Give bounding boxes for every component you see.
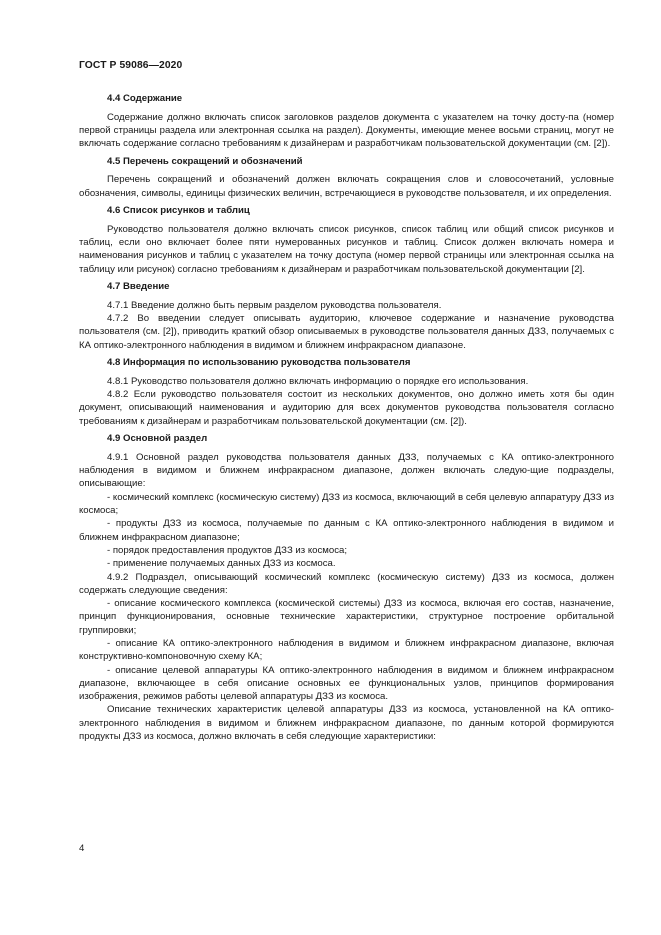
section-title: 4.5 Перечень сокращений и обозначений: [107, 155, 303, 167]
paragraph: 4.7.1 Введение должно быть первым разделом руководства пользователя.: [107, 299, 442, 311]
paragraph: Перечень сокращений и обозначений должен включать сокращения слов и словосочетаний, условные обозначения, символы, единицы физических величин, встречающиеся в руководстве пользователя, и их определения.: [79, 174, 614, 199]
document-standard-id: ГОСТ Р 59086—2020: [79, 60, 183, 71]
list-item: - описание КА оптико-электронного наблюдения в видимом и ближнем инфракрасном диапазоне, включая конструктивно-компоновочную схему КА;: [79, 637, 614, 663]
paragraph: Содержание должно включать список заголовков разделов документа с указателем на точку досту-па (номер первой страницы раздела или электронная ссылка на раздел). Документы, имеющие менее восьми страниц, могут не включать содержание согласно требованиям к дизайнерам и разработчикам пользовательской документации (см. [2]).: [79, 111, 614, 150]
section-4-9: [79, 432, 614, 743]
paragraph: Руководство пользователя должно включать список рисунков, список таблиц или общий список рисунков и таблиц, если оно включает более пяти нумерованных рисунков и таблиц. Список должен включать номера и наименования рисунков и таблиц с указателем на точку доступа (номер первой страницы или электронная ссылка на таблицу или рисунок) согласно требованиям к дизайнерам и разработчикам пользовательской документации [2].: [79, 223, 614, 275]
section-title: 4.7 Введение: [107, 281, 170, 293]
list-item: - порядок предоставления продуктов ДЗЗ из космоса;: [107, 544, 348, 556]
document-body: [79, 92, 614, 743]
list-item: - продукты ДЗЗ из космоса, получаемые по данным с КА оптико-электронного наблюдения в видимом и ближнем инфракрасном диапазоне;: [79, 518, 614, 543]
section-title: 4.4 Содержание: [107, 93, 183, 104]
list-item: - описание целевой аппаратуры КА оптико-электронного наблюдения в видимом и ближнем инфракрасном диапазоне, включающее в себя описание основных ее функциональных узлов, принципов формирования изображения, режимов работы целевой аппаратуры ДЗЗ из космоса.: [79, 664, 614, 703]
section-4-6: [79, 204, 614, 276]
page-number: 4: [79, 843, 85, 854]
section-4-7: [79, 280, 614, 352]
section-4-8: [79, 356, 614, 428]
paragraph: 4.9.2 Подраздел, описывающий космический комплекс (космическую систему) ДЗЗ из космоса, должен содержать следующие сведения:: [79, 571, 614, 596]
list-item: - описание космического комплекса (космической системы) ДЗЗ из космоса, включая его состав, назначение, принцип функционирования, основные технические характеристики, структурное построение орбитальной группировки;: [79, 598, 614, 636]
paragraph: 4.9.1 Основной раздел руководства пользователя данных ДЗЗ, получаемых с КА оптико-электронного наблюдения в видимом и ближнем инфракрасном диапазоне, должен включать следую-щие подразделы, описывающие:: [79, 451, 614, 490]
section-title: 4.6 Список рисунков и таблиц: [107, 205, 250, 217]
list-item: - применение получаемых данных ДЗЗ из космоса.: [107, 558, 336, 570]
section-4-5: [79, 155, 614, 200]
paragraph: 4.7.2 Во введении следует описывать аудиторию, ключевое содержание и назначение руководства пользователя (см. [2]), приводить краткий обзор описываемых в руководстве пользователя данных ДЗЗ, получаемых с КА оптико-электронного наблюдения в видимом и ближнем инфракрасном диапазоне.: [79, 313, 614, 351]
paragraph: 4.8.1 Руководство пользователя должно включать информацию о порядке его использования.: [107, 375, 529, 387]
list-item: - космический комплекс (космическую систему) ДЗЗ из космоса, включающий в себя целевую аппаратуру ДЗЗ из космоса;: [79, 491, 614, 517]
paragraph: 4.8.2 Если руководство пользователя состоит из нескольких документов, оно должно иметь хотя бы один документ, описывающий наименования и аудиторию для всех документов руководства пользователя согласно требованиям к дизайнерам и разработчикам пользовательской документации (см. [2]).: [79, 389, 614, 427]
section-4-4: [79, 92, 614, 151]
section-title: 4.8 Информация по использованию руководства пользователя: [107, 357, 411, 369]
section-title: 4.9 Основной раздел: [107, 433, 208, 445]
paragraph: Описание технических характеристик целевой аппаратуры ДЗЗ из космоса, установленной на КА оптико-электронного наблюдения в видимом и ближнем инфракрасном диапазоне, по данным которой формируются продукты ДЗЗ из космоса, должно включать в себя следующие характеристики:: [79, 704, 614, 743]
